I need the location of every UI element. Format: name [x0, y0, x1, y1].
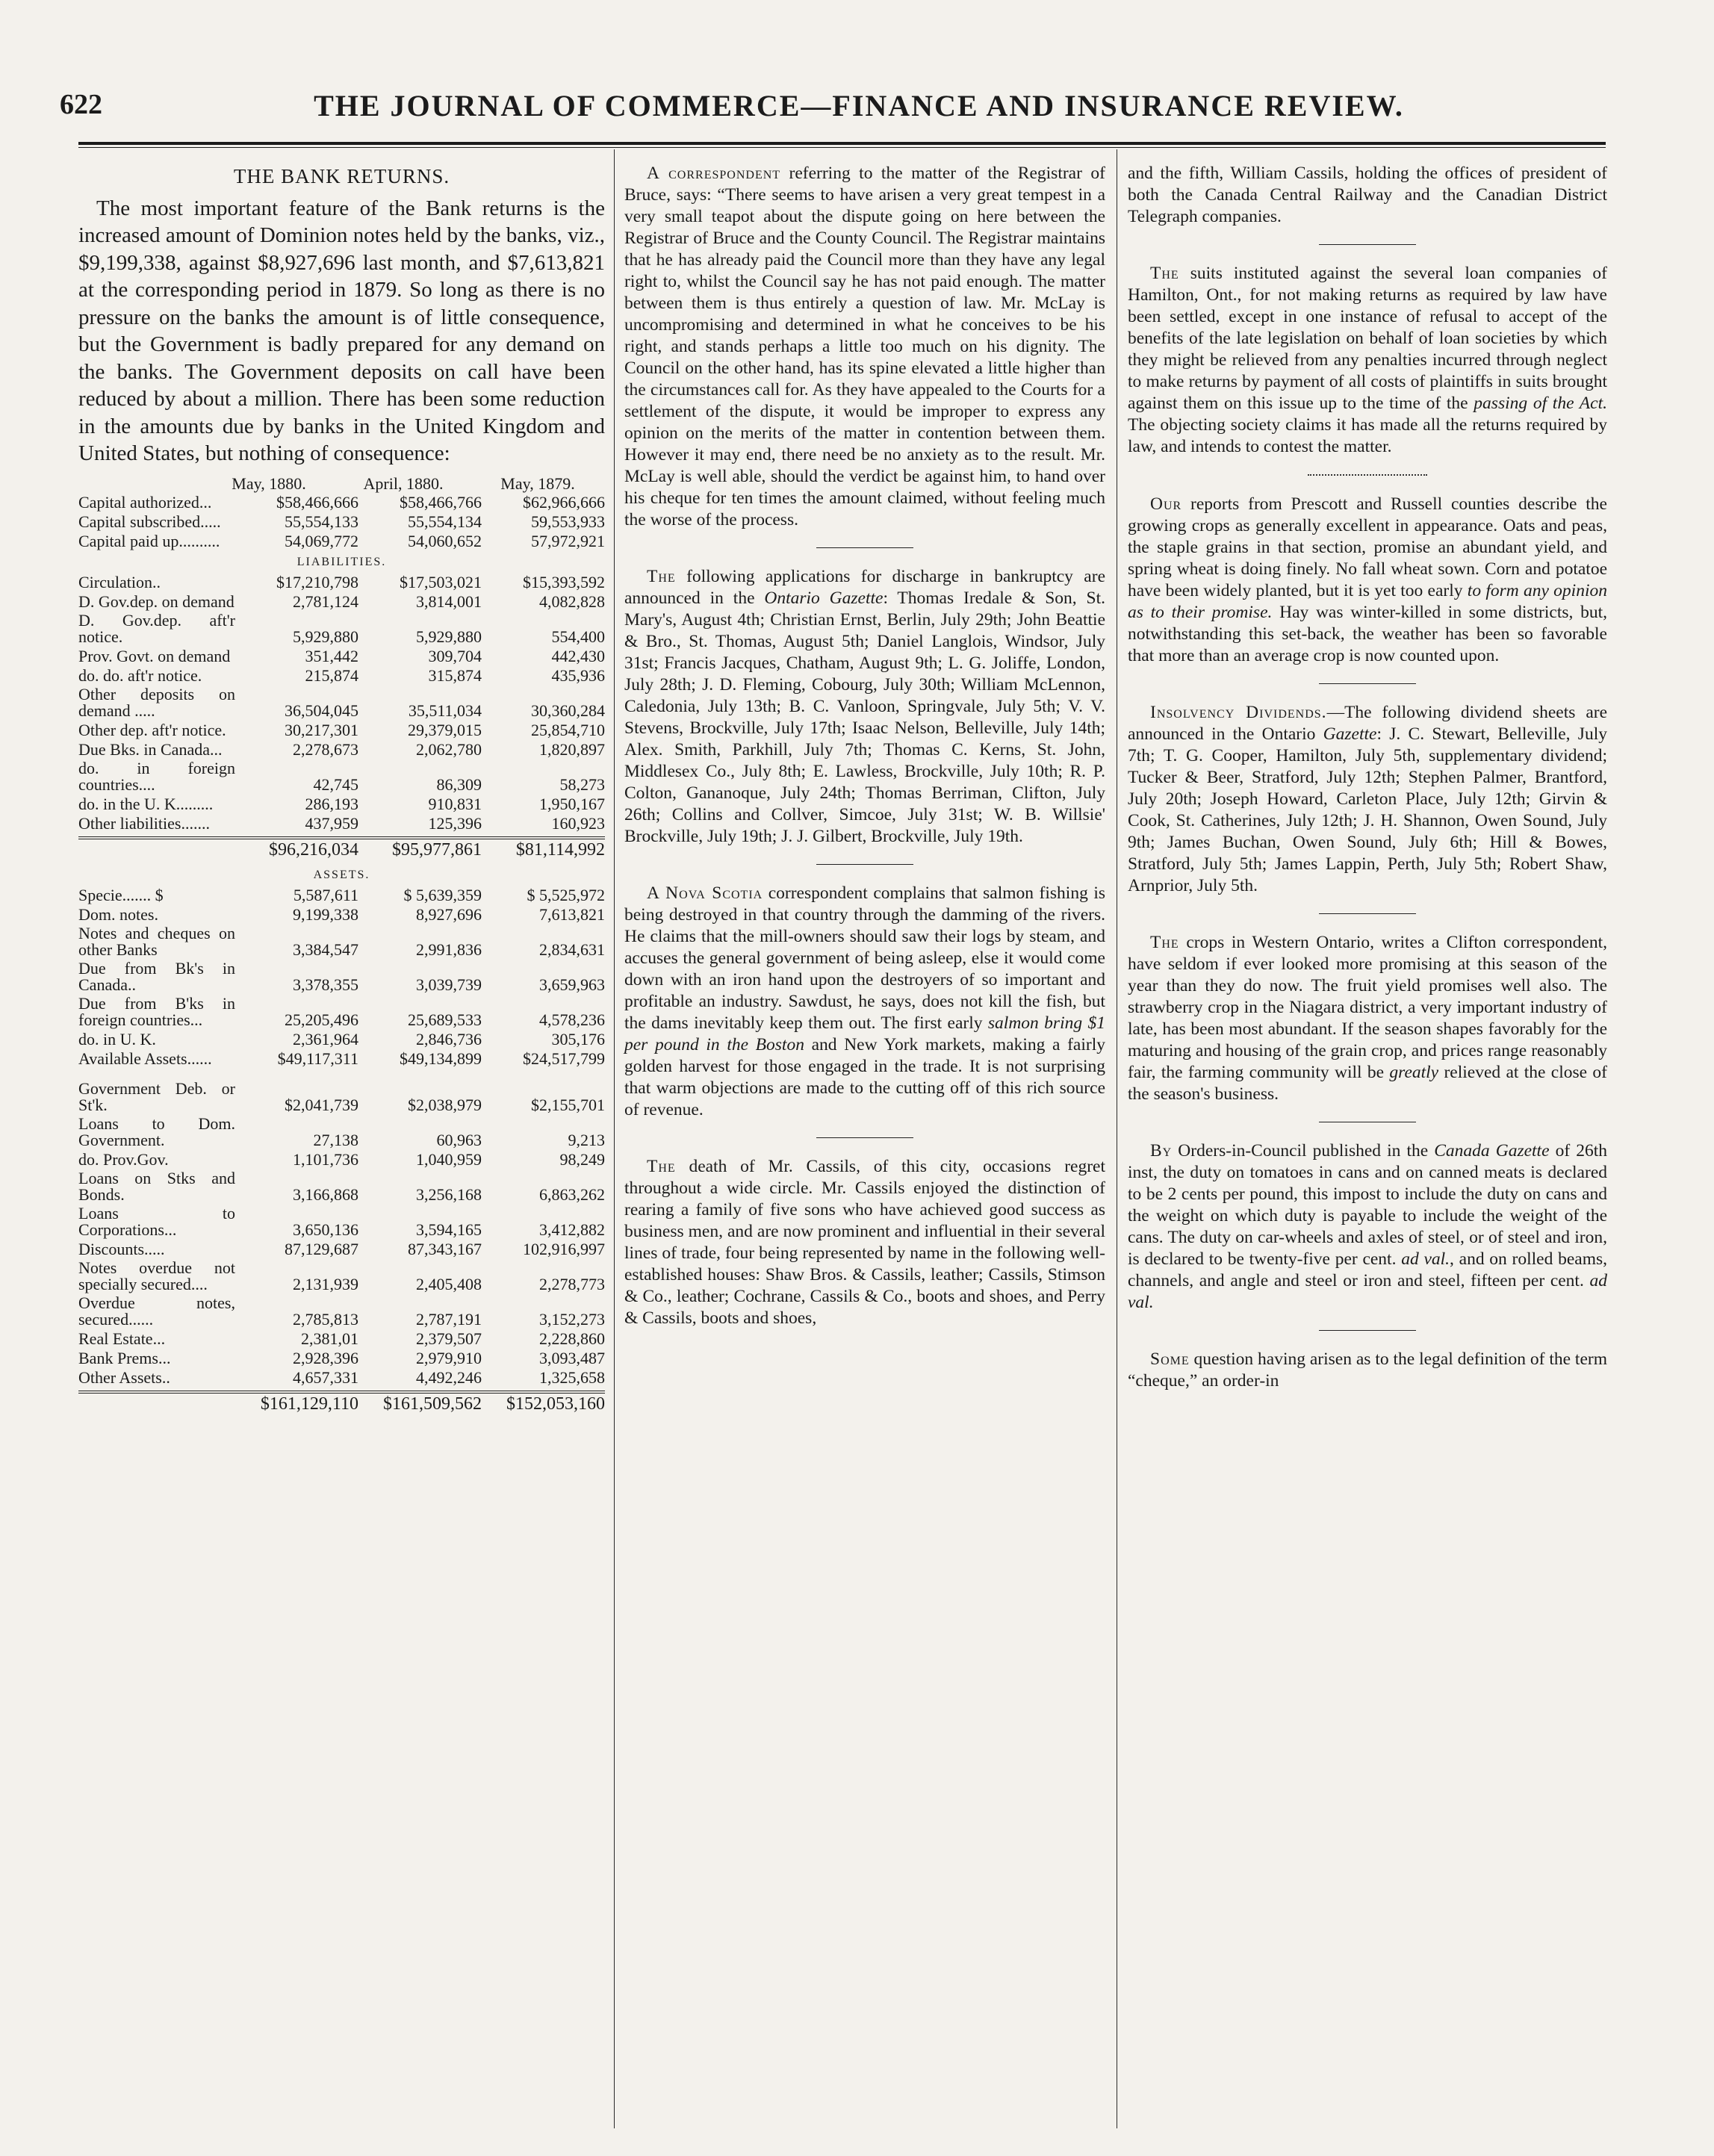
row-label: Overdue notes, secured...... [78, 1293, 235, 1329]
article-text: crops in Western Ontario, writes a Clifton correspondent, have seldom if ever looked more promising at this season of the year than they do now. The fruit yield promises well also. The strawberry crop in the Niagara district, a very important industry of late, has been most abundant. If the season shapes favorably for the maturing and housing of the grain crop, and prices range reasonably fair, the farming community will be [1128, 933, 1607, 1082]
table-row [78, 1050, 605, 1067]
article-hamilton-loan-suits [1128, 263, 1607, 458]
article-cheque-definition [1128, 1349, 1607, 1392]
table-cell: 4,578,236 [539, 1010, 605, 1029]
article-registrar-bruce [624, 163, 1105, 531]
table-cell: 3,152,273 [539, 1309, 605, 1329]
row-label: Discounts..... [78, 1239, 165, 1258]
row-label: do. Prov.Gov. [78, 1149, 169, 1169]
italic-text: salmon bring $1 per pound in the Boston [624, 1013, 1105, 1054]
article-prescott-russell-crops [1128, 494, 1607, 667]
table-cell: 2,381,01 [301, 1329, 358, 1348]
table-row [78, 667, 605, 684]
separator [816, 547, 913, 548]
table-cell: 215,874 [305, 665, 358, 685]
row-label: Capital paid up.......... [78, 531, 220, 550]
separator [816, 1137, 913, 1138]
table-cell: 5,929,880 [416, 627, 482, 646]
article-orders-in-council [1128, 1140, 1607, 1314]
table-row [78, 925, 605, 958]
lead-in: A correspondent [647, 164, 781, 183]
separator [816, 864, 913, 865]
table-cell: $58,466,666 [276, 492, 358, 512]
header-rule-thin [78, 147, 1606, 148]
lead-in: The [647, 1157, 676, 1176]
table-cell: 30,360,284 [531, 700, 605, 720]
table-row [78, 532, 605, 550]
table-cell: 3,412,882 [539, 1220, 605, 1239]
table-cell: 60,963 [436, 1130, 482, 1149]
table-cell: 2,846,736 [416, 1029, 482, 1049]
article-text: : Thomas Iredale & Son, St. Mary's, August 4th; Christian Ernst, Berlin, July 29th; John Beattie & Bro., St. Thomas, August 5th; Daniel Langlois, Windsor, July 31st; Francis Jacques, Chatham, August 9th; L. G. Joliffe, London, July 28th; J. D. Fleming, Cobourg, July 30th; William McLennon, Caledonia, July 13th; B. C. Vanloon, Springvale, July 5th; V. V. Stevens, Brockville, July 17th; Isaac Nelson, Belleville, July 14th; Alex. Smith, Parkhill, July 7th; Thomas C. Kerns, St. John, Middlesex Co., July 8th; E. Lawless, Brockville, July 10th; R. P. Colton, Gananoque, July 24th; Thomas Berriman, Clifton, July 26th; Collins and Collver, Simcoe, July 31st; W. B. Willsie' Brockville, July 19th; J. J. Gilbert, Brockville, July 19th. [624, 588, 1106, 846]
article-text: of 26th inst, the duty on tomatoes in cans and on canned meats is declared to be 2 cents per pound, this impost to include the duty on cans and the weight on which duty is payable to include the weight of the cans. The duty on car-wheels and axles of steel, or of steel and iron, is declared to be twenty-five per cent. [1128, 1141, 1607, 1269]
table-cell: 54,060,652 [408, 531, 482, 550]
article-text: question having arisen as to the legal definition of the term “cheque,” an order-in [1128, 1349, 1607, 1391]
table-cell: 55,554,134 [408, 512, 482, 531]
table-row [78, 1205, 605, 1238]
row-label: Available Assets...... [78, 1049, 212, 1068]
table-cell: $161,509,562 [383, 1394, 482, 1414]
table-cell: 57,972,921 [531, 531, 605, 550]
lead-in: A Nova Scotia [647, 883, 763, 903]
table-cell: 2,991,836 [416, 939, 482, 959]
row-label: do. in U. K. [78, 1029, 156, 1049]
table-cell: 30,217,301 [285, 720, 358, 739]
lead-in: Insolvency Dividends. [1150, 703, 1327, 722]
table-row [78, 612, 605, 645]
table-row [78, 1260, 605, 1293]
table-row [78, 1369, 605, 1386]
table-cell: 59,553,933 [531, 512, 605, 531]
gazette-name: Ontario Gazette [764, 588, 884, 608]
table-cell: $152,053,160 [506, 1394, 605, 1414]
column-header-may-1879: May, 1879. [500, 473, 575, 493]
table-cell: 2,278,773 [539, 1274, 605, 1293]
table-cell: 25,689,533 [408, 1010, 482, 1029]
table-cell: $161,129,110 [260, 1394, 358, 1414]
column-bank-returns [78, 163, 605, 1420]
table-cell: $2,041,739 [285, 1095, 358, 1114]
row-label: Other dep. aft'r notice. [78, 720, 226, 739]
page-number: 622 [60, 89, 102, 120]
row-label: Real Estate... [78, 1329, 166, 1348]
table-cell: 437,959 [305, 813, 358, 833]
article-nova-scotia-salmon [624, 883, 1105, 1121]
table-cell: 2,979,910 [416, 1348, 482, 1367]
article-text: , and on rolled beams, channels, and angle and steel or iron and steel, fifteen per cent. [1128, 1249, 1607, 1290]
table-cell: 125,396 [428, 813, 482, 833]
gazette-name: Gazette [1323, 724, 1377, 744]
header-rule [78, 142, 1606, 145]
table-cell: 3,659,963 [539, 975, 605, 994]
other-asset-rows [78, 1078, 605, 1387]
table-row [78, 995, 605, 1028]
article-cassils-death [624, 1156, 1105, 1329]
article-text: Orders-in-Council published in the [1172, 1141, 1435, 1161]
table-cell: 1,950,167 [539, 794, 605, 813]
column-right [1128, 163, 1607, 1392]
row-label: Other Assets.. [78, 1367, 170, 1387]
page-header [60, 88, 1658, 134]
lead-in: Our [1150, 494, 1182, 514]
table-row [78, 593, 605, 610]
table-cell: 910,831 [428, 794, 482, 813]
row-label: Specie....... $ [78, 885, 164, 904]
row-label: Capital authorized... [78, 492, 212, 512]
separator [1319, 683, 1416, 684]
table-cell: $24,517,799 [523, 1049, 605, 1068]
journal-title: THE JOURNAL OF COMMERCE—FINANCE AND INSURANCE REVIEW. [314, 89, 1404, 122]
table-cell: 3,039,739 [416, 975, 482, 994]
article-text: reports from Prescott and Russell counties describe the growing crops as generally excellent in appearance. Oats and peas, the staple grains in that section, promise an abundant yield, and spring wheat is doing finely. No fall wheat sown. Corn and potatoe have been widely planted, but it is yet too early [1128, 494, 1607, 600]
table-cell: 351,442 [305, 646, 358, 665]
row-label: D. Gov.dep. aft'r notice. [78, 610, 235, 646]
table-cell: 3,166,868 [293, 1184, 358, 1204]
lead-in: The [1150, 264, 1179, 283]
row-label: Due from Bk's in Canada.. [78, 958, 235, 994]
table-cell: 8,927,696 [416, 904, 482, 924]
row-label: Dom. notes. [78, 904, 158, 924]
table-cell: 35,511,034 [408, 700, 482, 720]
lead-in: The [1150, 933, 1179, 952]
table-row [78, 741, 605, 758]
table-row [78, 760, 605, 793]
table-cell: 25,854,710 [531, 720, 605, 739]
row-label: Loans to Corporations... [78, 1203, 235, 1239]
table-cell: 305,176 [551, 1029, 605, 1049]
table-cell: 2,781,124 [293, 591, 358, 611]
table-cell: 435,936 [551, 665, 605, 685]
column-divider-1 [614, 149, 615, 2128]
bank-returns-intro: The most important feature of the Bank returns is the increased amount of Dominion notes held by the banks, viz., $9,199,338, against $8,927,696 last month, and $7,613,821 at the corresponding period in 1879. So long as there is no pressure on the banks the amount is of little consequence, but the Government is badly prepared for any demand on the banks. The Government deposits on call have been reduced by about a million. There has been some reduction in the amounts due by banks in the United Kingdom and United States, but nothing of consequence: [78, 196, 605, 465]
table-cell: 3,384,547 [293, 939, 358, 959]
table-row [78, 1078, 605, 1114]
table-cell: $ 5,639,359 [403, 885, 482, 904]
article-text: correspondent complains that salmon fishing is being destroyed in that country through the damming of the rivers. He claims that the mill-owners should saw their logs by steam, and accuses the general government of being asleep, else it would come down with an iron hand upon the destroyers of so important and profitable an industry. Sawdust, he says, does not kill the fish, but the dams inevitably keep them out. The first early [624, 883, 1105, 1033]
row-label: Notes overdue not specially secured.... [78, 1258, 235, 1293]
table-row [78, 795, 605, 813]
table-row [78, 815, 605, 832]
table-cell: 87,343,167 [408, 1239, 482, 1258]
table-row [78, 906, 605, 923]
table-cell: $49,134,899 [400, 1049, 482, 1068]
liabilities-heading: LIABILITIES. [296, 555, 387, 568]
table-row [78, 1330, 605, 1347]
gazette-name: Canada Gazette [1434, 1141, 1550, 1161]
table-cell: $17,503,021 [400, 572, 482, 591]
table-cell: 2,787,191 [416, 1309, 482, 1329]
row-label: Bank Prems... [78, 1348, 171, 1367]
liabilities-total-row [78, 836, 605, 859]
italic-text: passing of the Act. [1474, 394, 1607, 413]
column-header-may-1880: May, 1880. [232, 473, 306, 493]
column-middle [624, 163, 1105, 1329]
lead-in: By [1150, 1141, 1173, 1161]
italic-text: ad val. [1401, 1249, 1450, 1269]
article-text: referring to the matter of the Registrar of Bruce, says: “There seems to have arisen a very great tempest in a very small teapot about the dispute going on here between the Registrar of Bruce and the County Council. The Registrar maintains that he has already paid the Council more than they have any legal right to, whilst the Council say he has not paid enough. The matter between them is thus entirely a question of law. Mr. McLay is uncompromising and determined in what he conceives to be his right, and stands perhaps a little too much on his dignity. The Council on the other hand, has its spine elevated a little higher than the circumstances call for. As they have appealed to the Courts for a settlement of the dispute, it would be improper to express any opinion on the merits of the matter in contention between them. However it may end, there need be no anxiety as to the result. Mr. McLay is well able, should the verdict be against him, to hand over his cheque for ten times the amount claimed, without feeling much the worse of the process. [624, 164, 1105, 529]
table-cell: 442,430 [551, 646, 605, 665]
table-cell: $2,155,701 [531, 1095, 605, 1114]
table-cell: 54,069,772 [285, 531, 358, 550]
table-cell: 1,101,736 [293, 1149, 358, 1169]
italic-text: to form any opinion as to their promise. [1128, 581, 1607, 622]
article-text: The objecting society claims it has made all the returns required by law, and intends to contest the matter. [1128, 415, 1607, 456]
row-label: D. Gov.dep. on demand [78, 591, 235, 611]
table-cell: 286,193 [305, 794, 358, 813]
table-cell: 4,657,331 [293, 1367, 358, 1387]
table-cell: 315,874 [428, 665, 482, 685]
table-cell: $17,210,798 [276, 572, 358, 591]
article-text: relieved at the close of the season's business. [1128, 1063, 1607, 1104]
article-text: : J. C. Stewart, Belleville, July 7th; T. G. Cooper, Hamilton, July 5th, supplementary dividend; Tucker & Beer, Stratford, July 12th; Stephen Palmer, Brantford, July 20th; Joseph Howard, Carleton Place, July 12th; Girvin & Cook, St. Catherines, July 12th; J. H. Shannon, Owen Sound, July 9th; James Buchan, Owen Sound, July 6th; Hill & Bowes, Stratford, July 5th; James Lappin, Perth, July 5th; Robert Shaw, Arnprior, July 5th. [1128, 724, 1607, 895]
article-text: death of Mr. Cassils, of this city, occasions regret throughout a wide circle. Mr. Cassils enjoyed the distinction of rearing a family of five sons who have achieved good success as business men, and are now prominent and influential in their several lines of trade, four being represented by name in the following well-established houses: Shaw Bros. & Cassils, leather; Cassils, Stimson & Co., leather; Cochrane, Cassils & Co., boots and shoes, and Perry & Cassils, boots and shoes, [624, 1157, 1105, 1328]
row-label: Notes and cheques on other Banks [78, 923, 235, 959]
column-header-april-1880: April, 1880. [363, 473, 444, 493]
row-label: do. in the U. K......... [78, 794, 214, 813]
table-row [78, 494, 605, 511]
lead-in: The [647, 567, 676, 586]
table-cell: 27,138 [313, 1130, 358, 1149]
table-cell: 1,040,959 [416, 1149, 482, 1169]
table-cell: 2,278,673 [293, 739, 358, 759]
table-cell: 102,916,997 [523, 1239, 605, 1258]
table-cell: 1,820,897 [539, 739, 605, 759]
table-cell: 3,256,168 [416, 1184, 482, 1204]
table-cell: $58,466,766 [400, 492, 482, 512]
table-row [78, 1031, 605, 1048]
table-header [78, 475, 605, 494]
table-cell: 2,405,408 [416, 1274, 482, 1293]
table-cell: 9,199,338 [293, 904, 358, 924]
article-insolvency-dividends [1128, 702, 1607, 897]
table-cell: 36,504,045 [285, 700, 358, 720]
row-label: Due from B'ks in foreign countries... [78, 993, 235, 1029]
table-cell: 5,587,611 [293, 885, 358, 904]
table-cell: 2,361,964 [293, 1029, 358, 1049]
article-text: following applications for discharge in bankruptcy are announced in the [624, 567, 1105, 608]
table-cell: 4,082,828 [539, 591, 605, 611]
table-row [78, 574, 605, 591]
row-label: Prov. Govt. on demand [78, 646, 231, 665]
table-row [78, 721, 605, 739]
table-cell: $96,216,034 [269, 839, 358, 860]
article-western-ontario-crops [1128, 932, 1607, 1105]
asset-rows [78, 886, 605, 1067]
row-label: Capital subscribed..... [78, 512, 221, 531]
article-text: suits instituted against the several loan companies of Hamilton, Ont., for not making returns as required by law have been settled, except in one instance of refusal to accept of the benefits of the late legislation on behalf of loan societies by which they might be relieved from any penalties incurred through neglect to make returns by payment of all costs of plaintiffs in suits brought against them on this issue up to the time of the [1128, 264, 1607, 413]
table-cell: 2,131,939 [293, 1274, 358, 1293]
row-label: do. do. aft'r notice. [78, 665, 202, 685]
table-cell: 9,213 [568, 1130, 605, 1149]
table-cell: 25,205,496 [285, 1010, 358, 1029]
table-cell: $ 5,525,972 [527, 885, 605, 904]
separator [1319, 913, 1416, 914]
table-cell: 1,325,658 [539, 1367, 605, 1387]
table-cell: 5,929,880 [293, 627, 358, 646]
row-label: Government Deb. or St'k. [78, 1078, 235, 1114]
italic-text: greatly [1389, 1063, 1439, 1082]
table-cell: $81,114,992 [515, 839, 605, 860]
table-cell: 2,228,860 [539, 1329, 605, 1348]
table-cell: 4,492,246 [416, 1367, 482, 1387]
liability-rows [78, 574, 605, 832]
row-label: do. in foreign countries.... [78, 758, 235, 794]
table-cell: 3,093,487 [539, 1348, 605, 1367]
row-label: Other liabilities....... [78, 813, 210, 833]
separator [1319, 1330, 1416, 1331]
lead-in: Some [1150, 1349, 1190, 1369]
table-cell: 6,863,262 [539, 1184, 605, 1204]
separator [1308, 474, 1427, 476]
table-cell: 2,379,507 [416, 1329, 482, 1348]
article-text: Hay was winter-killed in some districts, but, notwithstanding this set-back, the weather has been so favorable that more than an average crop is now counted upon. [1128, 603, 1607, 665]
table-row [78, 1151, 605, 1168]
table-row [78, 886, 605, 904]
row-label: Loans to Dom. Government. [78, 1113, 235, 1149]
article-text: and New York markets, making a fairly golden harvest for those engaged in the trade. It is not surprising that warm objections are made to the cutting off of this rich source of revenue. [624, 1035, 1106, 1119]
table-row [78, 513, 605, 530]
table-cell: 87,129,687 [285, 1239, 358, 1258]
table-row [78, 647, 605, 665]
row-label: Due Bks. in Canada... [78, 739, 223, 759]
article-cassils-continued: and the fifth, William Cassils, holding the offices of president of both the Canada Central Railway and the Canadian District Telegraph companies. [1128, 164, 1607, 226]
table-cell: 2,928,396 [293, 1348, 358, 1367]
section-heading: THE BANK RETURNS. [233, 165, 450, 187]
assets-heading: ASSETS. [313, 868, 370, 881]
table-cell: 58,273 [559, 774, 605, 794]
table-cell: 309,704 [428, 646, 482, 665]
table-cell: $62,966,666 [523, 492, 605, 512]
table-cell: 2,834,631 [539, 939, 605, 959]
capital-rows [78, 494, 605, 550]
italic-text: ad val. [1128, 1271, 1607, 1312]
table-cell: 3,594,165 [416, 1220, 482, 1239]
table-cell: $95,977,861 [392, 839, 482, 860]
article-text: —The following dividend sheets are announced in the Ontario [1128, 703, 1607, 744]
row-label: Loans on Stks and Bonds. [78, 1168, 235, 1204]
row-label: Other deposits on demand ..... [78, 684, 235, 720]
table-cell: 7,613,821 [539, 904, 605, 924]
table-cell: 55,554,133 [285, 512, 358, 531]
table-cell: 160,923 [551, 813, 605, 833]
table-row [78, 1170, 605, 1203]
table-cell: 3,814,001 [416, 591, 482, 611]
table-cell: 2,062,780 [416, 739, 482, 759]
row-label: Circulation.. [78, 572, 161, 591]
table-row [78, 1113, 605, 1149]
table-cell: 3,378,355 [293, 975, 358, 994]
table-row [78, 1295, 605, 1328]
grand-total-row [78, 1391, 605, 1413]
table-cell: 2,785,813 [293, 1309, 358, 1329]
table-cell: 42,745 [313, 774, 358, 794]
bank-returns-table [78, 475, 605, 1413]
table-cell: 86,309 [436, 774, 482, 794]
table-row [78, 1349, 605, 1367]
table-cell: 554,400 [551, 627, 605, 646]
table-cell: 3,650,136 [293, 1220, 358, 1239]
table-cell: 29,379,015 [408, 720, 482, 739]
separator [1319, 244, 1416, 245]
table-cell: $49,117,311 [277, 1049, 358, 1068]
table-row [78, 686, 605, 719]
table-cell: 98,249 [559, 1149, 605, 1169]
table-row [78, 960, 605, 993]
table-cell: $2,038,979 [408, 1095, 482, 1114]
article-bankruptcy-discharge [624, 566, 1105, 848]
table-row [78, 1240, 605, 1258]
table-cell: $15,393,592 [523, 572, 605, 591]
